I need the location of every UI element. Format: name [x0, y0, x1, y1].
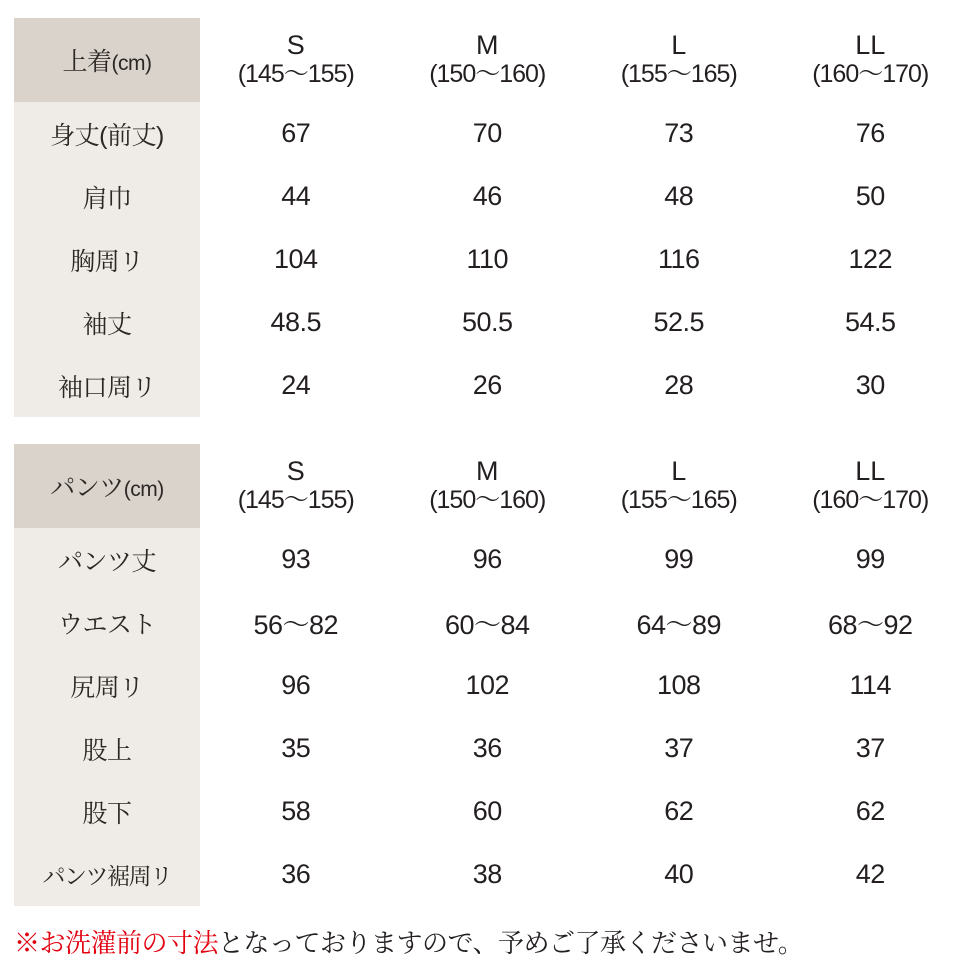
cell-value: 68〜92: [775, 591, 967, 654]
size-name: M: [476, 30, 499, 60]
table-row: [14, 228, 966, 291]
cell-value: 67: [200, 102, 392, 165]
cell-value: 37: [583, 717, 775, 780]
cell-value: 62: [775, 780, 967, 843]
pants-table-wrapper: [14, 444, 966, 906]
row-label: パンツ裾周リ: [14, 843, 200, 906]
cell-value: 48: [583, 165, 775, 228]
row-label: 股上: [14, 717, 200, 780]
pants-header-title: パンツ: [50, 474, 124, 502]
row-label: 胸周リ: [14, 228, 200, 291]
size-name: S: [286, 30, 305, 60]
tops-size-header-m: [392, 18, 584, 102]
cell-value: 96: [392, 528, 584, 591]
cell-value: 114: [775, 654, 967, 717]
table-row: [14, 354, 966, 417]
size-range: (145〜155): [237, 60, 354, 88]
table-row: [14, 654, 966, 717]
table-row: [14, 102, 966, 165]
cell-value: 38: [392, 843, 584, 906]
table-row: [14, 591, 966, 654]
cell-value: 24: [200, 354, 392, 417]
cell-value: 76: [775, 102, 967, 165]
cell-value: 50: [775, 165, 967, 228]
cell-value: 99: [583, 528, 775, 591]
cell-value: 36: [200, 843, 392, 906]
pants-header-unit: (cm): [123, 478, 164, 501]
tops-table-wrapper: [14, 18, 966, 417]
table-separator: [14, 417, 966, 444]
cell-value: 58: [200, 780, 392, 843]
tops-size-header-l: [583, 18, 775, 102]
cell-value: 26: [392, 354, 584, 417]
cell-value: 36: [392, 717, 584, 780]
footnote-accent: ※お洗灌前の寸法: [14, 928, 219, 958]
footnote-rest: となっておりますので、予めご了承くださいませ。: [218, 928, 804, 958]
cell-value: 116: [583, 228, 775, 291]
cell-value: 35: [200, 717, 392, 780]
cell-value: 52.5: [583, 291, 775, 354]
footnote: [14, 928, 966, 959]
cell-value: 104: [200, 228, 392, 291]
cell-value: 42: [775, 843, 967, 906]
size-name: LL: [855, 456, 886, 486]
pants-size-header-ll: [775, 444, 967, 528]
row-label: 身丈(前丈): [14, 102, 200, 165]
size-name: M: [476, 456, 499, 486]
cell-value: 54.5: [775, 291, 967, 354]
table-row: [14, 165, 966, 228]
table-header-row: [14, 18, 966, 102]
size-range: (145〜155): [237, 486, 354, 514]
cell-value: 99: [775, 528, 967, 591]
pants-size-header-l: [583, 444, 775, 528]
pants-header-label: [14, 444, 200, 528]
cell-value: 50.5: [392, 291, 584, 354]
cell-value: 44: [200, 165, 392, 228]
size-range: (155〜165): [620, 60, 737, 88]
cell-value: 60〜84: [392, 591, 584, 654]
size-range: (155〜165): [620, 486, 737, 514]
cell-value: 40: [583, 843, 775, 906]
table-row: [14, 780, 966, 843]
table-row: [14, 843, 966, 906]
pants-size-header-s: [200, 444, 392, 528]
pants-size-header-m: [392, 444, 584, 528]
cell-value: 108: [583, 654, 775, 717]
pants-size-table: [14, 444, 966, 906]
tops-size-header-ll: [775, 18, 967, 102]
size-range: (150〜160): [429, 486, 546, 514]
table-row: [14, 717, 966, 780]
cell-value: 37: [775, 717, 967, 780]
size-range: (160〜170): [812, 60, 929, 88]
tops-size-header-s: [200, 18, 392, 102]
size-name: LL: [855, 30, 886, 60]
row-label: 袖丈: [14, 291, 200, 354]
cell-value: 70: [392, 102, 584, 165]
tops-header-label: [14, 18, 200, 102]
size-name: S: [286, 456, 305, 486]
row-label: 尻周リ: [14, 654, 200, 717]
row-label: 股下: [14, 780, 200, 843]
tops-header-title: 上着: [62, 48, 112, 76]
cell-value: 48.5: [200, 291, 392, 354]
cell-value: 73: [583, 102, 775, 165]
cell-value: 102: [392, 654, 584, 717]
cell-value: 93: [200, 528, 392, 591]
cell-value: 56〜82: [200, 591, 392, 654]
row-label: 袖口周リ: [14, 354, 200, 417]
cell-value: 60: [392, 780, 584, 843]
cell-value: 30: [775, 354, 967, 417]
tops-size-table: [14, 18, 966, 417]
table-row: [14, 528, 966, 591]
row-label: パンツ丈: [14, 528, 200, 591]
size-range: (150〜160): [429, 60, 546, 88]
table-header-row: [14, 444, 966, 528]
cell-value: 62: [583, 780, 775, 843]
tops-header-unit: (cm): [111, 52, 152, 75]
cell-value: 28: [583, 354, 775, 417]
size-range: (160〜170): [812, 486, 929, 514]
row-label: 肩巾: [14, 165, 200, 228]
cell-value: 122: [775, 228, 967, 291]
cell-value: 96: [200, 654, 392, 717]
row-label: ウエスト: [14, 591, 200, 654]
size-name: L: [671, 456, 687, 486]
table-row: [14, 291, 966, 354]
size-name: L: [671, 30, 687, 60]
cell-value: 46: [392, 165, 584, 228]
cell-value: 110: [392, 228, 584, 291]
cell-value: 64〜89: [583, 591, 775, 654]
